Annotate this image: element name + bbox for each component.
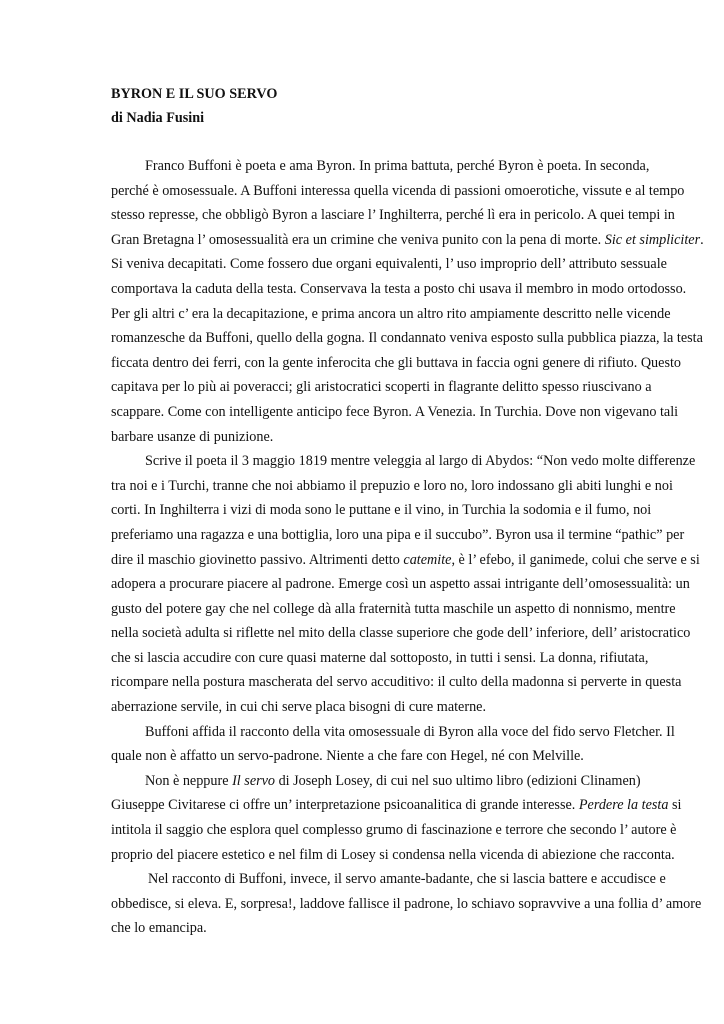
text-line: ficcata dentro dei ferri, con la gente inferocita che gli buttava in faccia ogni genere di rifiuto. Questo [111,354,682,371]
text-line: intitola il saggio che esplora quel complesso grumo di fascinazione e terrore che secondo l’ autore è [111,822,677,839]
paragraph-2 [111,449,700,720]
text-segment: Gran Bretagna l’ omosessualità era un crimine che veniva punito con la pena di morte. [111,231,602,248]
text-line [111,769,656,794]
text-segment: , è l’ efebo, il ganimede, colui che serve e si [451,551,700,568]
text-line: preferiamo una ragazza e una bottiglia, loro una pipa e il succubo”. Byron usa il termine “pathic” per [111,526,685,543]
text-line: gusto del potere gay che nel college dà alla fraternità tutta maschile un aspetto di nonnismo, mentre [111,600,676,617]
text-line [111,548,700,573]
text-line: che lo emancipa. [111,920,207,937]
text-line: Si veniva decapitati. Come fossero due organi equivalenti, l’ uso improprio dell’ attributo sessuale [111,256,667,273]
text-line [111,793,682,818]
text-line: Per gli altri c’ era la decapitazione, e prima ancora un altro rito ampiamente descritto nelle vicende [111,305,671,322]
text-line: barbare usanze di punizione. [111,428,274,445]
paragraph-3 [111,720,675,769]
text-segment: Non è neppure [145,772,229,789]
text-line: tra noi e i Turchi, tranne che noi abbiamo il prepuzio e loro no, loro indossano gli abiti lunghi e noi [111,477,673,494]
text-line: nella società adulta si riflette nel mito della classe superiore che gode dell’ inferiore, dell’ aristocratico [111,625,691,642]
text-line: perché è omosessuale. A Buffoni interessa quella vicenda di passioni omoerotiche, vissute e al tempo [111,182,685,199]
text-line: corti. In Inghilterra i vizi di moda sono le puttane e il vino, in Turchia la sodomia e il fumo, noi [111,502,652,519]
text-line: stesso represse, che obbligò Byron a lasciare l’ Inghilterra, perché lì era in pericolo. A quei tempi in [111,207,675,224]
text-line [111,228,704,253]
italic-phrase: Sic et simpliciter [604,231,701,248]
italic-word: catemite [403,551,452,568]
text-line: quale non è affatto un servo-padrone. Niente a che fare con Hegel, né con Melville. [111,748,584,765]
text-line: obbedisce, si eleva. E, sorpresa!, laddove fallisce il padrone, lo schiavo sopravvive a una follia d’ amore [111,895,702,912]
document-author: di Nadia Fusini [111,110,205,126]
text-line: comportava la caduta della testa. Conservava la testa a posto chi usava il membro in modo ortodosso. [111,280,687,297]
text-line: ricompare nella postura mascherata del servo accuditivo: il culto della madonna si perverte in questa [111,674,682,691]
text-line: Franco Buffoni è poeta e ama Byron. In prima battuta, perché Byron è poeta. In seconda, [145,158,650,174]
text-line: Buffoni affida il racconto della vita omosessuale di Byron alla voce del fido servo Fletcher. Il [145,723,675,740]
text-line: Scrive il poeta il 3 maggio 1819 mentre veleggia al largo di Abydos: “Non vedo molte differenze [145,453,696,470]
text-line: capitava per lo più ai poveracci; gli aristocratici scoperti in flagrante delitto spesso riuscivano a [111,379,652,396]
document-page [111,82,704,941]
italic-film-title: Il servo [232,772,276,789]
text-line: che si lascia accudire con cure quasi materne dal sottoposto, in tutti i sensi. La donna, rifiutata, [111,649,649,666]
text-segment: dire il maschio giovinetto passivo. Altrimenti detto [111,551,400,568]
text-segment: Giuseppe Civitarese ci offre un’ interpretazione psicoanalitica di grande interesse. [111,797,576,814]
paragraph-1 [111,154,704,449]
text-line: Nel racconto di Buffoni, invece, il servo amante-badante, che si lascia battere e accudisce e [148,871,666,888]
text-segment: di Joseph Losey, di cui nel suo ultimo libro (edizioni Clinamen) [278,772,641,789]
text-line: adopera a procurare piacere al padrone. Emerge così un aspetto assai intrigante dell’omosessualità: un [111,576,690,593]
italic-essay-title: Perdere la testa [578,797,669,814]
document-title: BYRON E IL SUO SERVO [111,86,278,102]
paragraph-4 [111,769,682,867]
text-line: aberrazione servile, in cui chi serve placa bisogni di cure materne. [111,699,487,716]
text-segment: . [700,231,704,248]
paragraph-5 [111,867,702,941]
text-line: romanzesche da Buffoni, quello della gogna. Il condannato veniva esposto sulla pubblica piazza, la testa [111,330,703,347]
text-segment: si [672,797,682,814]
text-line: proprio del piacere estetico e nel film di Losey si condensa nella vicenda di abiezione che racconta. [111,846,675,863]
text-line: scappare. Come con intelligente anticipo fece Byron. A Venezia. In Turchia. Dove non vigevano tali [111,403,679,420]
